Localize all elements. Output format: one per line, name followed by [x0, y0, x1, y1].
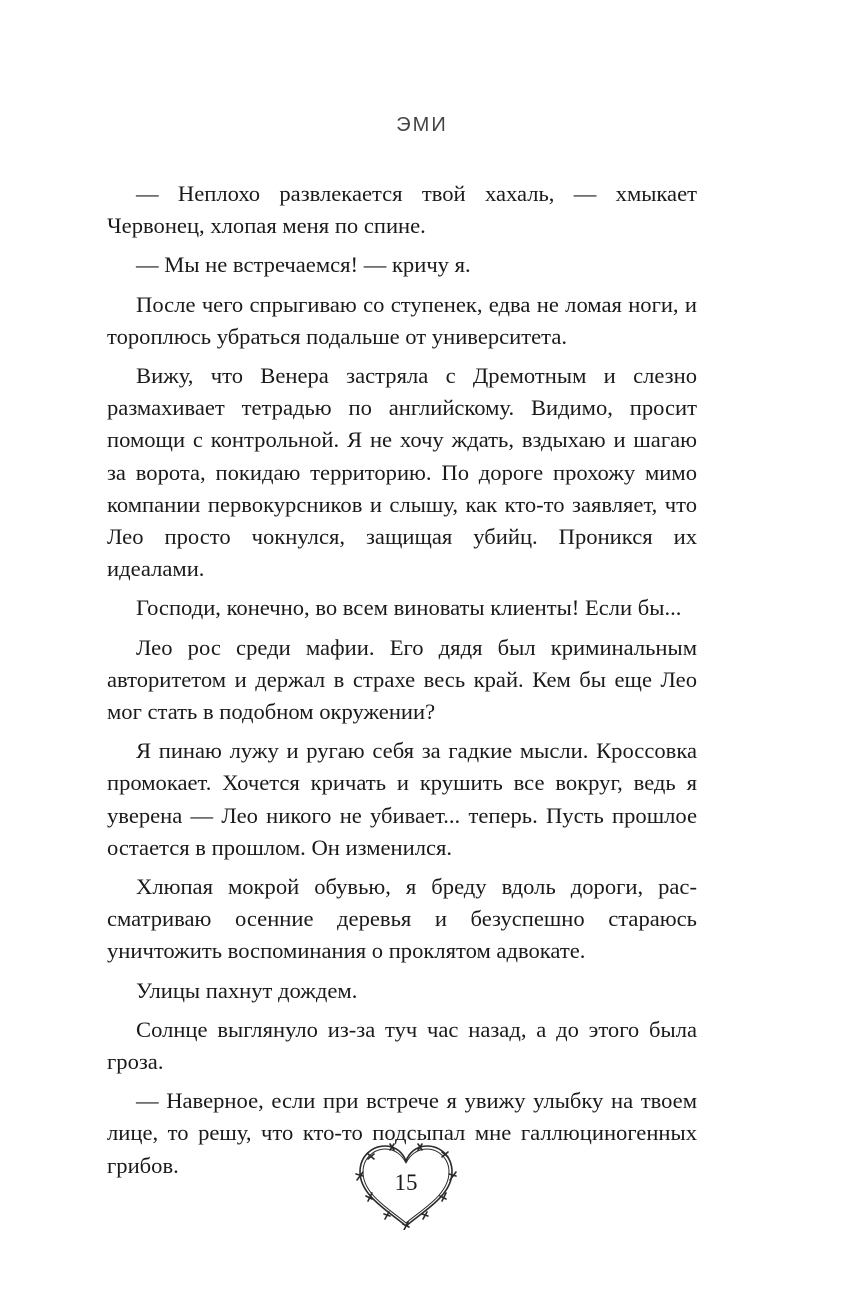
running-head: ЭМИ: [396, 114, 448, 136]
paragraph: Я пинаю лужу и ругаю себя за гадкие мысли. Кроссовка промокает. Хочется кричать и крушить все вокруг, ведь я уверена — Лео никого не убивает... теперь. Пусть прошлое остается в прошлом. Он изменился.: [107, 738, 697, 860]
paragraph: — Наверное, если при встрече я увижу улыбку на твоем лице, то решу, что кто-то подсыпал мне галлюциногенных грибов.: [107, 1088, 697, 1178]
paragraph: Солнце выглянуло из-за туч час назад, а до этого была гроза.: [107, 1016, 697, 1075]
paragraph: — Неплохо развлекается твой хахаль, — хмыкает Червонец, хлопая меня по спине.: [107, 181, 697, 239]
paragraph: Хлюпая мокрой обувью, я бреду вдоль дороги, рассматриваю осенние деревья и безуспешно стараюсь уничтожить воспоминания о проклятом адвокате.: [107, 874, 697, 964]
paragraph: Господи, конечно, во всем виноваты клиенты! Если бы...: [136, 595, 682, 621]
body-text: [107, 178, 697, 1189]
paragraph: Улицы пахнут дождем.: [136, 977, 358, 1003]
paragraph: После чего спрыгиваю со ступенек, едва не ломая ноги, и тороплюсь убраться подальше от университета.: [107, 291, 697, 349]
paragraph: — Мы не встречаемся! — кричу я.: [136, 252, 471, 278]
paragraph: Лео рос среди мафии. Его дядя был криминальным авторитетом и держал в страхе весь край. Кем бы еще Лео мог стать в подобном окружении?: [107, 634, 697, 725]
page-number: 15: [394, 1170, 418, 1195]
folio: [352, 1140, 460, 1230]
paragraph: Вижу, что Венера застряла с Дремотным и слезно размахивает тетрадью по английскому. Видимо, просит помощи с контрольной. Я не хочу ждать, вздыхаю и шагаю за ворота, покидаю территорию. По дороге прохожу мимо компании первокурсников и слышу, как кто-то заявляет, что Лео просто чокнулся, защищая убийц. Проникся их идеалами.: [107, 363, 697, 582]
